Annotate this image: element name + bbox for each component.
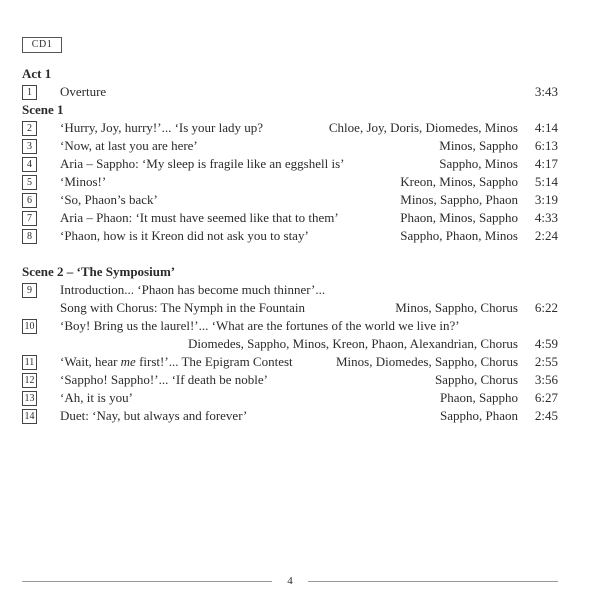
track-row xyxy=(22,209,558,227)
track-title: Aria – Phaon: ‘It must have seemed like that to them’ xyxy=(60,210,339,225)
title-part: ‘Wait, hear xyxy=(60,354,121,369)
track-number: 9 xyxy=(22,283,37,298)
track-number: 11 xyxy=(22,355,37,370)
track-singers: Sappho, Phaon, Minos xyxy=(400,228,518,243)
track-row xyxy=(22,281,558,299)
track-time: 4:59 xyxy=(534,336,558,351)
track-row-continuation xyxy=(22,299,558,317)
track-listing xyxy=(22,65,558,425)
track-row xyxy=(22,119,558,137)
track-row xyxy=(22,317,558,335)
track-title: Aria – Sappho: ‘My sleep is fragile like an eggshell is’ xyxy=(60,156,345,171)
track-singers: Chloe, Joy, Doris, Diomedes, Minos xyxy=(328,120,518,135)
track-time: 6:13 xyxy=(534,138,558,153)
track-title: ‘Boy! Bring us the laurel!’... ‘What are the fortunes of the world we live in?’ xyxy=(60,318,460,333)
track-time: 4:33 xyxy=(534,210,558,225)
track-title: Introduction... ‘Phaon has become much thinner’... xyxy=(60,282,326,297)
track-title: ‘Minos!’ xyxy=(60,174,107,189)
track-number: 14 xyxy=(22,409,37,424)
track-row xyxy=(22,137,558,155)
track-number: 7 xyxy=(22,211,37,226)
title-emphasis: me xyxy=(120,354,136,369)
track-time: 2:45 xyxy=(534,408,558,423)
track-singers: Phaon, Sappho xyxy=(440,390,518,405)
track-row xyxy=(22,191,558,209)
track-title: ‘Sappho! Sappho!’... ‘If death be noble’ xyxy=(60,372,268,387)
page-number: 4 xyxy=(287,575,293,587)
track-row xyxy=(22,173,558,191)
track-time: 6:27 xyxy=(534,390,558,405)
track-title: ‘Ah, it is you’ xyxy=(60,390,133,405)
scene-heading: Scene 1 xyxy=(22,102,64,117)
track-number: 8 xyxy=(22,229,37,244)
track-number: 10 xyxy=(22,319,37,334)
track-time: 6:22 xyxy=(534,300,558,315)
track-time: 4:14 xyxy=(534,120,558,135)
section-spacer xyxy=(22,245,558,263)
track-singers: Sappho, Minos xyxy=(439,156,518,171)
track-row xyxy=(22,389,558,407)
track-number: 6 xyxy=(22,193,37,208)
track-singers: Sappho, Chorus xyxy=(434,372,518,387)
track-row xyxy=(22,227,558,245)
track-singers: Kreon, Minos, Sappho xyxy=(400,174,518,189)
track-time: 2:55 xyxy=(534,354,558,369)
track-number: 1 xyxy=(22,85,37,100)
track-singers: Minos, Sappho, Chorus xyxy=(395,300,518,315)
act-heading: Act 1 xyxy=(22,66,52,81)
track-row xyxy=(22,83,558,101)
track-singers: Minos, Diomedes, Sappho, Chorus xyxy=(336,354,518,369)
track-row xyxy=(22,155,558,173)
scene-heading: Scene 2 – ‘The Symposium’ xyxy=(22,264,176,279)
track-singers: Sappho, Phaon xyxy=(440,408,518,423)
track-time: 3:19 xyxy=(534,192,558,207)
track-time: 3:43 xyxy=(534,84,558,99)
track-title: ‘Hurry, Joy, hurry!’... ‘Is your lady up? xyxy=(60,120,264,135)
track-title: Duet: ‘Nay, but always and forever’ xyxy=(60,408,248,423)
track-number: 2 xyxy=(22,121,37,136)
track-title: ‘So, Phaon’s back’ xyxy=(60,192,158,207)
track-time: 3:56 xyxy=(534,372,558,387)
track-row xyxy=(22,407,558,425)
track-title xyxy=(60,353,293,371)
footer-rule-right xyxy=(308,581,558,582)
track-time: 5:14 xyxy=(534,174,558,189)
track-singers: Diomedes, Sappho, Minos, Kreon, Phaon, Alexandrian, Chorus xyxy=(187,336,518,351)
track-title: Overture xyxy=(60,84,107,99)
track-number: 4 xyxy=(22,157,37,172)
track-time: 2:24 xyxy=(534,228,558,243)
track-number: 3 xyxy=(22,139,37,154)
track-number: 13 xyxy=(22,391,37,406)
track-singers: Minos, Sappho, Phaon xyxy=(400,192,518,207)
track-singers: Phaon, Minos, Sappho xyxy=(400,210,518,225)
track-title: Song with Chorus: The Nymph in the Fountain xyxy=(60,300,305,315)
track-row xyxy=(22,353,558,371)
track-number: 5 xyxy=(22,175,37,190)
footer-rule-left xyxy=(22,581,272,582)
title-part: first!’... The Epigram Contest xyxy=(135,354,293,369)
disc-label: CD1 xyxy=(22,37,62,53)
track-title: ‘Now, at last you are here’ xyxy=(60,138,198,153)
track-title: ‘Phaon, how is it Kreon did not ask you to stay’ xyxy=(60,228,309,243)
track-time: 4:17 xyxy=(534,156,558,171)
track-row-continuation xyxy=(22,335,558,353)
track-number: 12 xyxy=(22,373,37,388)
track-row xyxy=(22,371,558,389)
track-singers: Minos, Sappho xyxy=(439,138,518,153)
